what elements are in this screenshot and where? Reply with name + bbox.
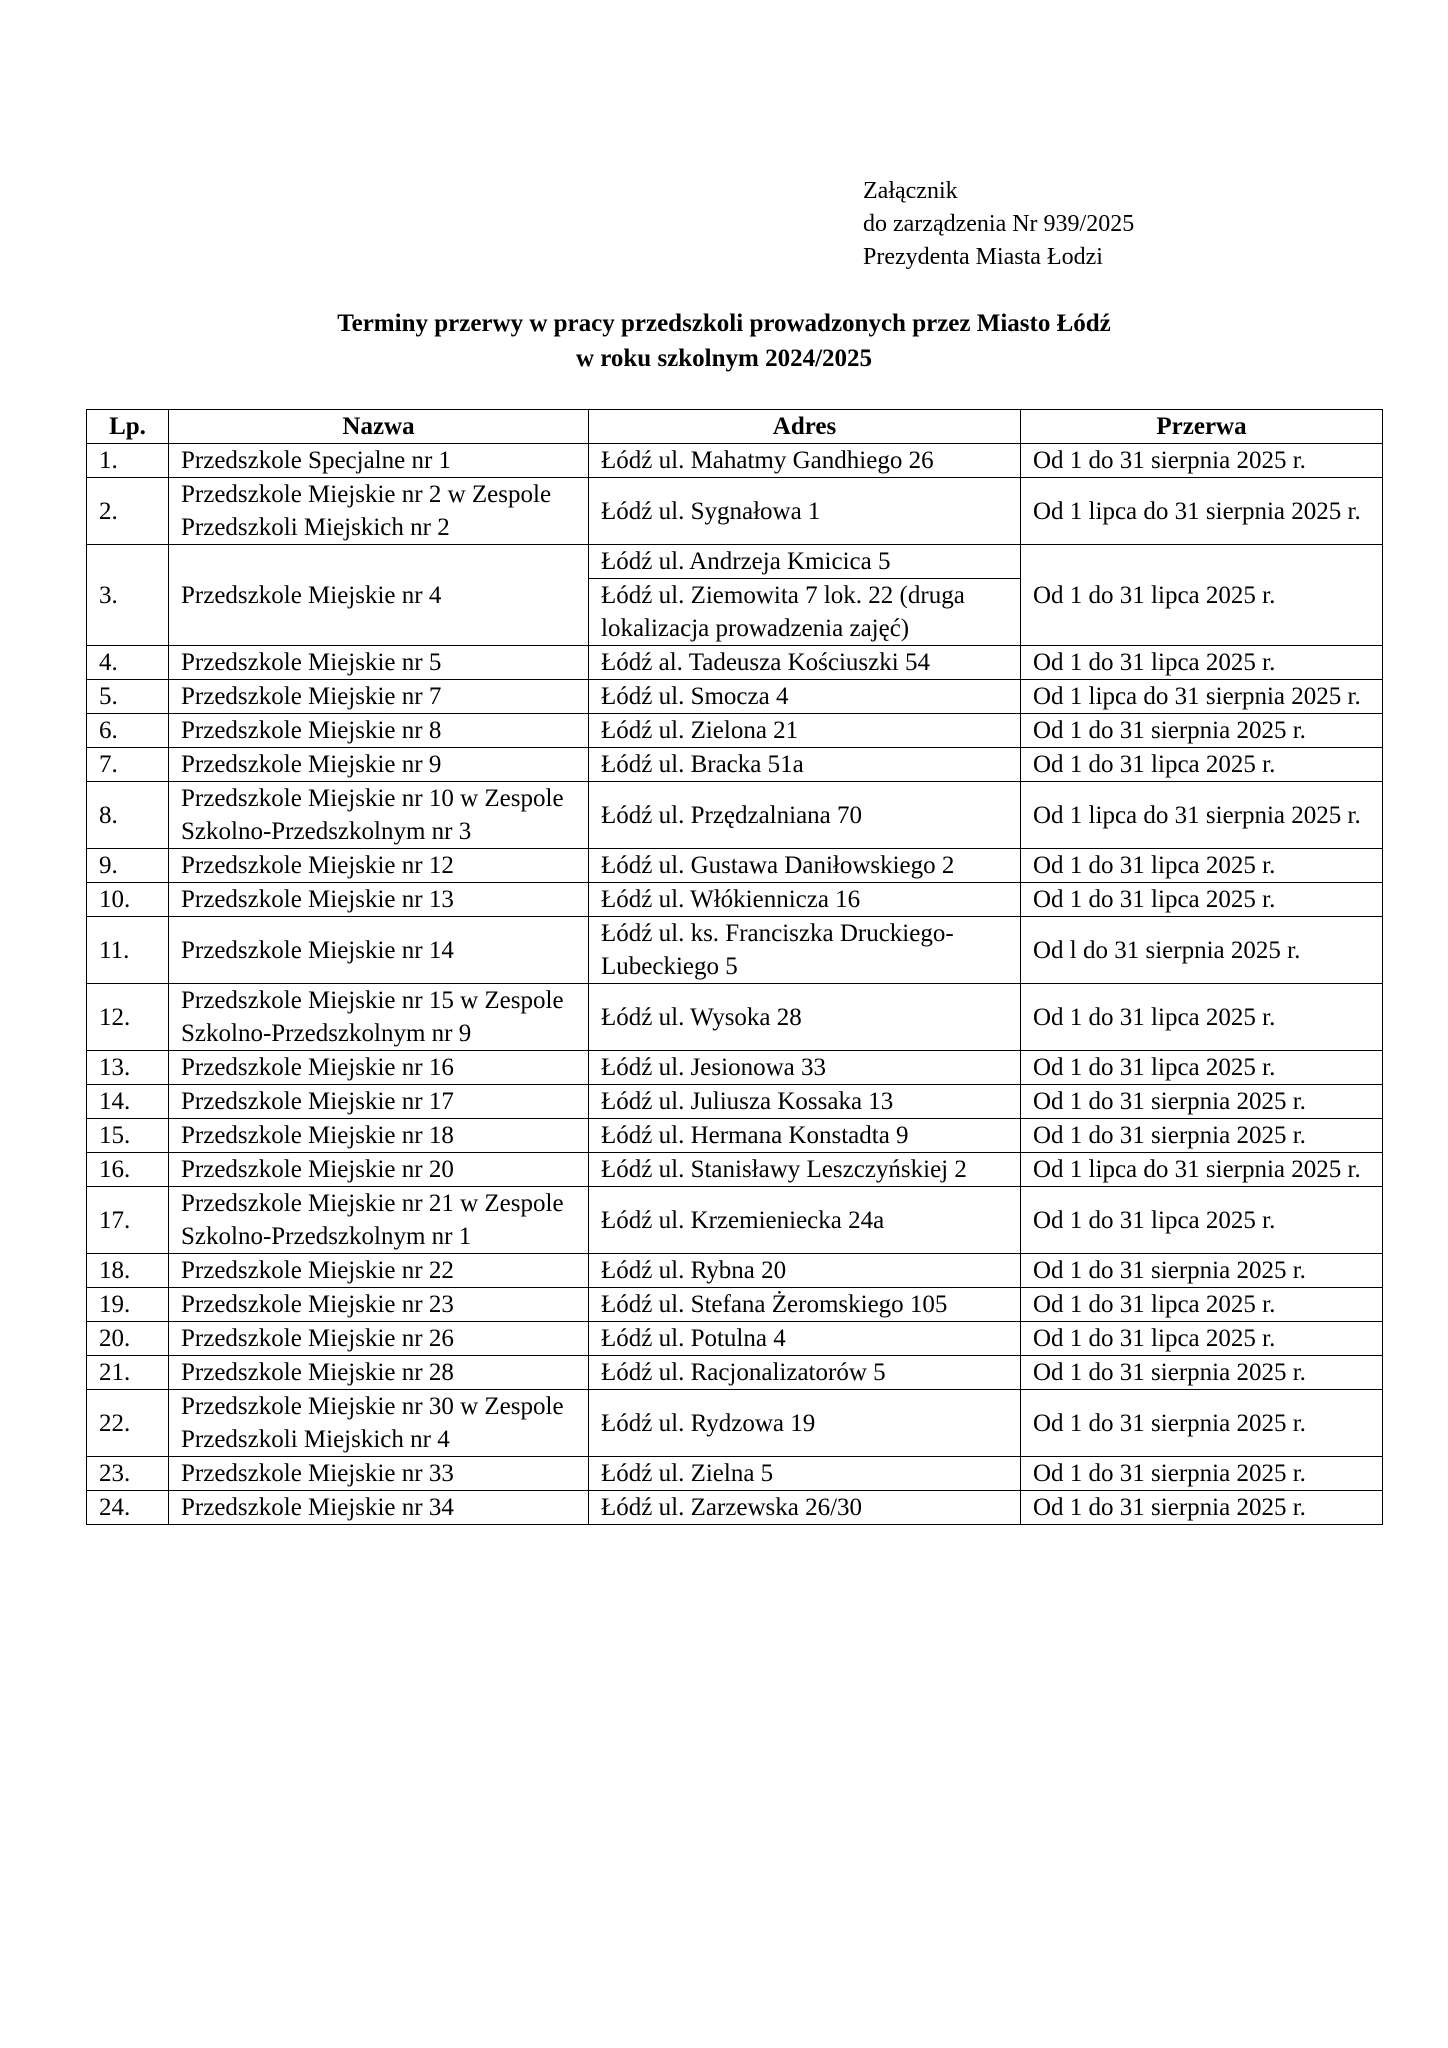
cell-lp: 6. — [87, 714, 169, 748]
table-row — [87, 748, 1383, 782]
annex-line: Prezydenta Miasta Łodzi — [863, 244, 1103, 270]
title-line: w roku szkolnym 2024/2025 — [575, 345, 873, 372]
table-row — [87, 849, 1383, 883]
cell-break: Od 1 do 31 lipca 2025 r. — [1021, 1051, 1383, 1085]
cell-break: Od 1 do 31 sierpnia 2025 r. — [1021, 1457, 1383, 1491]
table-row — [87, 478, 1383, 545]
cell-lp: 10. — [87, 883, 169, 917]
cell-address: Łódź ul. Potulna 4 — [589, 1322, 1021, 1356]
cell-address: Łódź ul. Stanisławy Leszczyńskiej 2 — [589, 1153, 1021, 1187]
table-row — [87, 1356, 1383, 1390]
table-row — [87, 714, 1383, 748]
cell-lp: 19. — [87, 1288, 169, 1322]
cell-address: Łódź ul. Andrzeja Kmicica 5 — [589, 545, 1021, 579]
cell-address: Łódź ul. Sygnałowa 1 — [589, 478, 1021, 545]
cell-address: Łódź ul. Smocza 4 — [589, 680, 1021, 714]
cell-address: Łódź ul. Gustawa Daniłowskiego 2 — [589, 849, 1021, 883]
cell-address: Łódź ul. Mahatmy Gandhiego 26 — [589, 444, 1021, 478]
cell-break: Od 1 lipca do 31 sierpnia 2025 r. — [1021, 782, 1383, 849]
cell-break: Od 1 do 31 sierpnia 2025 r. — [1021, 1254, 1383, 1288]
cell-break: Od 1 do 31 sierpnia 2025 r. — [1021, 1119, 1383, 1153]
cell-name: Przedszkole Miejskie nr 18 — [169, 1119, 589, 1153]
cell-lp: 3. — [87, 545, 169, 646]
cell-name: Przedszkole Miejskie nr 28 — [169, 1356, 589, 1390]
cell-break: Od 1 lipca do 31 sierpnia 2025 r. — [1021, 478, 1383, 545]
cell-lp: 12. — [87, 984, 169, 1051]
table-row — [87, 1288, 1383, 1322]
table-row — [87, 1119, 1383, 1153]
annex-header — [863, 175, 1134, 274]
cell-name: Przedszkole Miejskie nr 23 — [169, 1288, 589, 1322]
cell-name: Przedszkole Miejskie nr 2 w Zespole Przedszkoli Miejskich nr 2 — [169, 478, 589, 545]
table-row — [87, 917, 1383, 984]
cell-break: Od l do 31 sierpnia 2025 r. — [1021, 917, 1383, 984]
cell-break: Od 1 do 31 sierpnia 2025 r. — [1021, 1491, 1383, 1525]
cell-break: Od 1 do 31 sierpnia 2025 r. — [1021, 1390, 1383, 1457]
cell-name: Przedszkole Specjalne nr 1 — [169, 444, 589, 478]
cell-break: Od 1 lipca do 31 sierpnia 2025 r. — [1021, 1153, 1383, 1187]
header-name: Nazwa — [169, 410, 589, 444]
cell-name: Przedszkole Miejskie nr 15 w Zespole Szkolno-Przedszkolnym nr 9 — [169, 984, 589, 1051]
cell-name: Przedszkole Miejskie nr 14 — [169, 917, 589, 984]
cell-lp: 14. — [87, 1085, 169, 1119]
cell-name: Przedszkole Miejskie nr 16 — [169, 1051, 589, 1085]
cell-address: Łódź al. Tadeusza Kościuszki 54 — [589, 646, 1021, 680]
cell-lp: 9. — [87, 849, 169, 883]
cell-name: Przedszkole Miejskie nr 7 — [169, 680, 589, 714]
cell-lp: 7. — [87, 748, 169, 782]
cell-address: Łódź ul. Krzemieniecka 24a — [589, 1187, 1021, 1254]
cell-name: Przedszkole Miejskie nr 26 — [169, 1322, 589, 1356]
cell-lp: 24. — [87, 1491, 169, 1525]
cell-address: Łódź ul. Bracka 51a — [589, 748, 1021, 782]
cell-name: Przedszkole Miejskie nr 8 — [169, 714, 589, 748]
table-row — [87, 1254, 1383, 1288]
cell-address: Łódź ul. Zarzewska 26/30 — [589, 1491, 1021, 1525]
table-row — [87, 1491, 1383, 1525]
cell-address: Łódź ul. Juliusza Kossaka 13 — [589, 1085, 1021, 1119]
cell-lp: 13. — [87, 1051, 169, 1085]
cell-break: Od 1 do 31 sierpnia 2025 r. — [1021, 444, 1383, 478]
annex-line: do zarządzenia Nr 939/2025 — [863, 211, 1135, 237]
table-row — [87, 1322, 1383, 1356]
cell-lp: 4. — [87, 646, 169, 680]
cell-address: Łódź ul. Stefana Żeromskiego 105 — [589, 1288, 1021, 1322]
preschool-break-table — [86, 409, 1383, 1525]
cell-name: Przedszkole Miejskie nr 17 — [169, 1085, 589, 1119]
cell-lp: 20. — [87, 1322, 169, 1356]
cell-lp: 5. — [87, 680, 169, 714]
cell-break: Od 1 do 31 lipca 2025 r. — [1021, 849, 1383, 883]
cell-address: Łódź ul. Zielna 5 — [589, 1457, 1021, 1491]
cell-address: Łódź ul. Racjonalizatorów 5 — [589, 1356, 1021, 1390]
cell-lp: 16. — [87, 1153, 169, 1187]
table-row — [87, 646, 1383, 680]
table-row — [87, 782, 1383, 849]
cell-address-secondary: Łódź ul. Ziemowita 7 lok. 22 (druga lokalizacja prowadzenia zajęć) — [589, 579, 1021, 646]
cell-lp: 18. — [87, 1254, 169, 1288]
cell-lp: 1. — [87, 444, 169, 478]
table-body — [87, 444, 1383, 1525]
cell-address: Łódź ul. ks. Franciszka Druckiego-Lubeckiego 5 — [589, 917, 1021, 984]
cell-address: Łódź ul. Wysoka 28 — [589, 984, 1021, 1051]
table-row — [87, 1390, 1383, 1457]
cell-name: Przedszkole Miejskie nr 5 — [169, 646, 589, 680]
table-row — [87, 1051, 1383, 1085]
cell-address: Łódź ul. Przędzalniana 70 — [589, 782, 1021, 849]
table-row — [87, 1153, 1383, 1187]
table-header-row — [87, 410, 1383, 444]
cell-break: Od 1 lipca do 31 sierpnia 2025 r. — [1021, 680, 1383, 714]
cell-address: Łódź ul. Rydzowa 19 — [589, 1390, 1021, 1457]
cell-break: Od 1 do 31 sierpnia 2025 r. — [1021, 714, 1383, 748]
cell-break: Od 1 do 31 lipca 2025 r. — [1021, 984, 1383, 1051]
cell-break: Od 1 do 31 lipca 2025 r. — [1021, 883, 1383, 917]
table-row — [87, 444, 1383, 478]
cell-name: Przedszkole Miejskie nr 21 w Zespole Szkolno-Przedszkolnym nr 1 — [169, 1187, 589, 1254]
cell-break: Od 1 do 31 lipca 2025 r. — [1021, 1187, 1383, 1254]
cell-lp: 22. — [87, 1390, 169, 1457]
cell-name: Przedszkole Miejskie nr 13 — [169, 883, 589, 917]
cell-name: Przedszkole Miejskie nr 12 — [169, 849, 589, 883]
cell-lp: 2. — [87, 478, 169, 545]
cell-address: Łódź ul. Włókiennicza 16 — [589, 883, 1021, 917]
table-row — [87, 1187, 1383, 1254]
cell-address: Łódź ul. Hermana Konstadta 9 — [589, 1119, 1021, 1153]
annex-line: Załącznik — [863, 178, 958, 204]
cell-address: Łódź ul. Zielona 21 — [589, 714, 1021, 748]
title-line: Terminy przerwy w pracy przedszkoli prowadzonych przez Miasto Łódź — [337, 310, 1111, 337]
cell-address: Łódź ul. Rybna 20 — [589, 1254, 1021, 1288]
cell-break: Od 1 do 31 sierpnia 2025 r. — [1021, 1085, 1383, 1119]
cell-name: Przedszkole Miejskie nr 33 — [169, 1457, 589, 1491]
cell-name: Przedszkole Miejskie nr 9 — [169, 748, 589, 782]
cell-break: Od 1 do 31 lipca 2025 r. — [1021, 646, 1383, 680]
cell-name: Przedszkole Miejskie nr 20 — [169, 1153, 589, 1187]
cell-break: Od 1 do 31 lipca 2025 r. — [1021, 748, 1383, 782]
cell-lp: 11. — [87, 917, 169, 984]
table-row — [87, 883, 1383, 917]
document-title — [0, 306, 1448, 376]
cell-name: Przedszkole Miejskie nr 22 — [169, 1254, 589, 1288]
cell-lp: 15. — [87, 1119, 169, 1153]
cell-lp: 21. — [87, 1356, 169, 1390]
cell-address: Łódź ul. Jesionowa 33 — [589, 1051, 1021, 1085]
cell-lp: 17. — [87, 1187, 169, 1254]
cell-name: Przedszkole Miejskie nr 10 w Zespole Szkolno-Przedszkolnym nr 3 — [169, 782, 589, 849]
cell-break: Od 1 do 31 lipca 2025 r. — [1021, 1288, 1383, 1322]
cell-lp: 8. — [87, 782, 169, 849]
table-row — [87, 1085, 1383, 1119]
header-lp: Lp. — [87, 410, 169, 444]
cell-break: Od 1 do 31 lipca 2025 r. — [1021, 1322, 1383, 1356]
cell-name: Przedszkole Miejskie nr 34 — [169, 1491, 589, 1525]
table-row — [87, 680, 1383, 714]
cell-break: Od 1 do 31 sierpnia 2025 r. — [1021, 1356, 1383, 1390]
header-break: Przerwa — [1021, 410, 1383, 444]
table-row — [87, 1457, 1383, 1491]
cell-lp: 23. — [87, 1457, 169, 1491]
header-address: Adres — [589, 410, 1021, 444]
table-row — [87, 984, 1383, 1051]
table-row — [87, 545, 1383, 579]
cell-name: Przedszkole Miejskie nr 4 — [169, 545, 589, 646]
cell-break: Od 1 do 31 lipca 2025 r. — [1021, 545, 1383, 646]
cell-name: Przedszkole Miejskie nr 30 w Zespole Przedszkoli Miejskich nr 4 — [169, 1390, 589, 1457]
